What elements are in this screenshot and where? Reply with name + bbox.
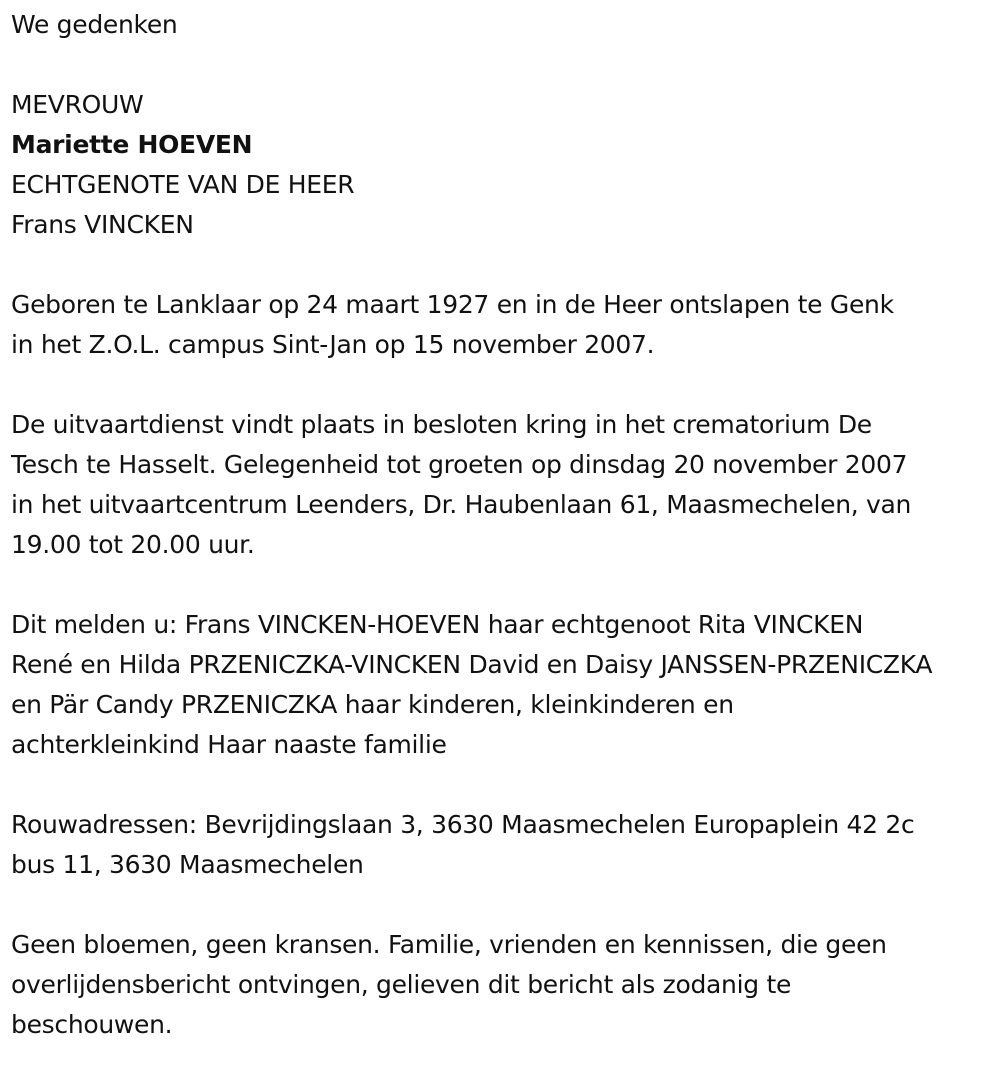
birth-death-paragraph	[11, 285, 993, 365]
paragraph-line: beschouwen.	[11, 1010, 173, 1039]
spacer	[11, 45, 993, 85]
paragraph-line: De uitvaartdienst vindt plaats in besloten kring in het crematorium De	[11, 410, 872, 439]
paragraph-line: Geen bloemen, geen kransen. Familie, vrienden en kennissen, die geen	[11, 930, 887, 959]
addresses-paragraph	[11, 805, 993, 885]
announcers-paragraph	[11, 605, 993, 765]
intro-text: We gedenken	[11, 10, 178, 39]
paragraph-line: Tesch te Hasselt. Gelegenheid tot groeten op dinsdag 20 november 2007	[11, 450, 908, 479]
paragraph-line: in het uitvaartcentrum Leenders, Dr. Haubenlaan 61, Maasmechelen, van	[11, 490, 912, 519]
spouse-title: ECHTGENOTE VAN DE HEER	[11, 170, 355, 199]
spacer	[11, 565, 993, 605]
paragraph-line: René en Hilda PRZENICZKA-VINCKEN David en Daisy JANSSEN-PRZENICZKA	[11, 650, 933, 679]
spacer	[11, 885, 993, 925]
deceased-name: Mariette HOEVEN	[11, 130, 253, 159]
paragraph-line: 19.00 tot 20.00 uur.	[11, 530, 255, 559]
paragraph-line: en Pär Candy PRZENICZKA haar kinderen, kleinkinderen en	[11, 690, 734, 719]
paragraph-line: overlijdensbericht ontvingen, gelieven dit bericht als zodanig te	[11, 970, 792, 999]
spacer	[11, 365, 993, 405]
service-paragraph	[11, 405, 993, 565]
paragraph-line: Geboren te Lanklaar op 24 maart 1927 en in de Heer ontslapen te Genk	[11, 290, 894, 319]
closing-paragraph	[11, 925, 993, 1045]
obituary-notice	[11, 5, 993, 1045]
spacer	[11, 765, 993, 805]
spouse-name: Frans VINCKEN	[11, 210, 194, 239]
paragraph-line: Rouwadressen: Bevrijdingslaan 3, 3630 Maasmechelen Europaplein 42 2c	[11, 810, 915, 839]
spacer	[11, 245, 993, 285]
paragraph-line: Dit melden u: Frans VINCKEN-HOEVEN haar echtgenoot Rita VINCKEN	[11, 610, 864, 639]
paragraph-line: in het Z.O.L. campus Sint-Jan op 15 november 2007.	[11, 330, 655, 359]
paragraph-line: bus 11, 3630 Maasmechelen	[11, 850, 364, 879]
title-prefix: MEVROUW	[11, 90, 144, 119]
paragraph-line: achterkleinkind Haar naaste familie	[11, 730, 447, 759]
